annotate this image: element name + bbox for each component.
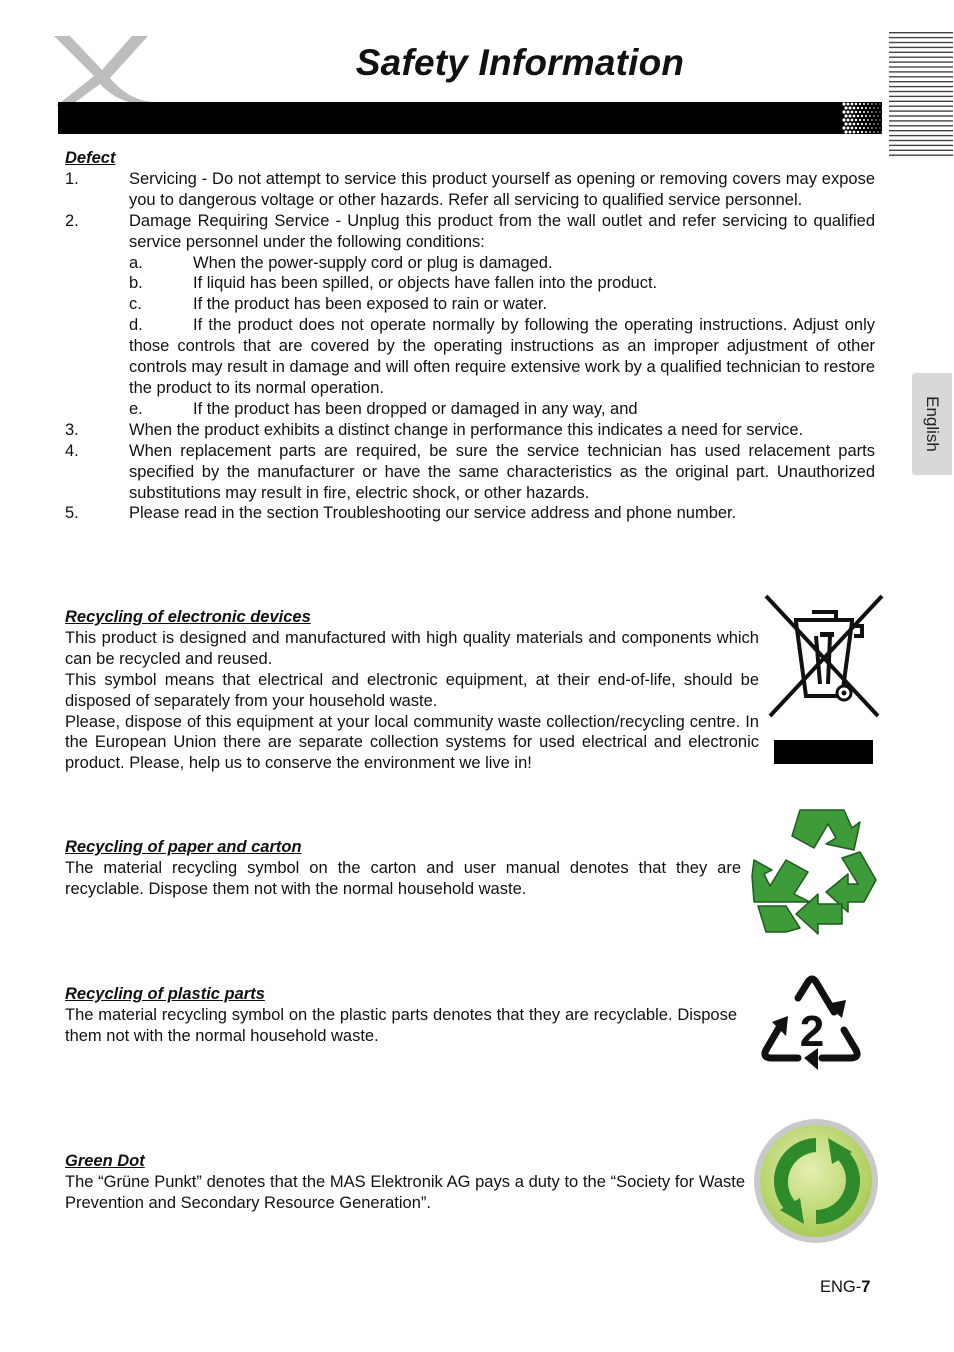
green-dot-icon [750, 1116, 882, 1246]
language-tab[interactable] [912, 373, 952, 475]
language-tab-label: English [923, 396, 942, 452]
plastic-recycling-heading: Recycling of plastic parts [65, 985, 265, 1003]
list-item-text: Damage Requiring Service - Unplug this product from the wall outlet and refer servicing to qualified service personnel under the following conditions: [129, 211, 875, 251]
list-item: 4. When replacement parts are required, be sure the service technician has used relacement parts specified by the manufacturer or have the same characteristics as the original part. Unauthorized substitutions may result in fire, electric shock, or other hazards. [65, 441, 875, 502]
page-number: ENG-7 [820, 1278, 871, 1296]
defect-heading: Defect [65, 149, 116, 167]
plastic-recycling-section [65, 984, 737, 1047]
list-item: 3. When the product exhibits a distinct change in performance this indicates a need for service. [65, 420, 804, 439]
list-item-text: When the product exhibits a distinct change in performance this indicates a need for service. [129, 420, 804, 439]
resin-code-number: 2 [799, 1007, 825, 1056]
sub-list-item: a. When the power-supply cord or plug is damaged. [129, 253, 553, 272]
recycling-arrows-icon [748, 808, 880, 936]
green-dot-heading: Green Dot [65, 1152, 145, 1170]
halftone-decoration [842, 102, 884, 134]
sub-list-item: e. If the product has been dropped or damaged in any way, and [129, 399, 638, 418]
paper-recycling-section [65, 837, 741, 900]
title-bar [58, 102, 882, 134]
list-item-text: Please read in the section Troubleshooting our service address and phone number. [129, 504, 737, 523]
header-stripes-decoration [889, 32, 953, 160]
crossed-bin-weee-icon [762, 592, 886, 768]
paragraph: The “Grüne Punkt” denotes that the MAS Elektronik AG pays a duty to the “Society for Waste Prevention and Secondary Resource Generation”. [65, 1172, 745, 1212]
page-title: Safety Information [355, 42, 685, 83]
paragraph: Please, dispose of this equipment at your local community waste collection/recycling centre. In the European Union there are separate collection systems for used electrical and electronic product. Please, help us to conserve the environment we live in! [65, 712, 759, 773]
electronic-recycling-section [65, 607, 759, 774]
list-item-text: Servicing - Do not attempt to service this product yourself as opening or removing covers may expose you to dangerous voltage or other hazards. Refer all servicing to qualified service personnel. [129, 169, 875, 209]
paragraph: The material recycling symbol on the carton and user manual denotes that they are recyclable. Dispose them not with the normal household waste. [65, 858, 741, 898]
electronic-recycling-heading: Recycling of electronic devices [65, 608, 311, 626]
plastic-resin-code-icon [758, 974, 866, 1078]
list-item: 2. Damage Requiring Service - Unplug this product from the wall outlet and refer servicing to qualified service personnel under the following conditions: a. When the power-supply cord or plug is damaged. b. If liquid has been spilled, or objects have fallen into the product. c. If the product has been exposed to rain or water. d. If the product does not operate normally by following the operating instructions. Adjust only those controls that are covered by the operating instructions as an improper adjustment of other controls may result in damage and will often require extensive work by a qualified technician to restore the product to its normal operation. e. If the product has been dropped or damaged in any way, and [65, 211, 875, 418]
paper-recycling-heading: Recycling of paper and carton [65, 838, 302, 856]
list-item-text: When replacement parts are required, be sure the service technician has used relacement parts specified by the manufacturer or have the same characteristics as the original part. Unauthorized substitutions may result in fire, electric shock, or other hazards. [129, 441, 875, 502]
list-item: 5. Please read in the section Troubleshooting our service address and phone number. [65, 504, 737, 523]
sub-list-item: c. If the product has been exposed to rain or water. [129, 295, 548, 314]
sub-list-item: b. If liquid has been spilled, or objects have fallen into the product. [129, 274, 658, 293]
paragraph: This symbol means that electrical and electronic equipment, at their end-of-life, should be disposed of separately from your household waste. [65, 670, 759, 710]
paragraph: This product is designed and manufactured with high quality materials and components which can be recycled and reused. [65, 628, 759, 668]
green-dot-section [65, 1151, 745, 1214]
defect-section [65, 148, 875, 524]
sub-list-item-d: d. If the product does not operate normally by following the operating instructions. Adjust only those controls that are covered by the operating instructions as an improper adjustment of other controls may result in damage and will often require extensive work by a qualified technician to restore the product to its normal operation. [129, 316, 875, 397]
list-item: 1. Servicing - Do not attempt to service this product yourself as opening or removing covers may expose you to dangerous voltage or other hazards. Refer all servicing to qualified service personnel. [65, 169, 875, 209]
paragraph: The material recycling symbol on the plastic parts denotes that they are recyclable. Dispose them not with the normal household waste. [65, 1005, 737, 1045]
